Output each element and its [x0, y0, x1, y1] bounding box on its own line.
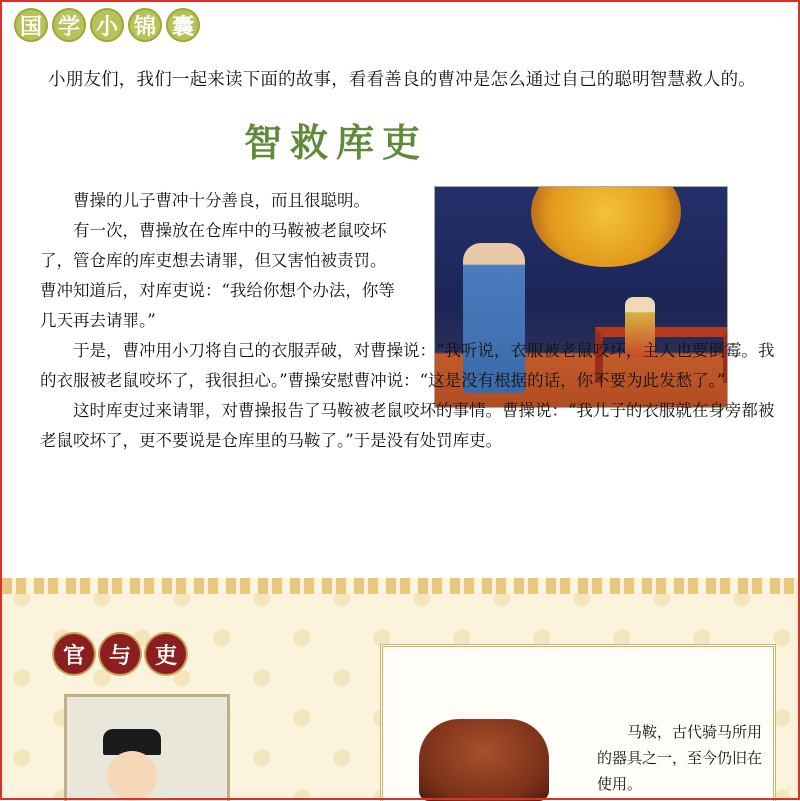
saddle-caption: 马鞍，古代骑马所用的器具之一，至今仍旧在使用。: [597, 723, 763, 793]
section-seals: [54, 634, 186, 674]
scroll-illustration: [64, 694, 230, 801]
seal-char: 官: [54, 634, 94, 674]
badge-char: 锦: [128, 8, 162, 42]
saddle-info-box: [380, 644, 776, 801]
seal-char: 与: [100, 634, 140, 674]
intro-text: 小朋友们，我们一起来读下面的故事，看看善良的曹冲是怎么通过自己的聪明智慧救人的。: [48, 70, 756, 90]
column-badge: [14, 8, 200, 42]
saddle-illustration: [419, 719, 549, 801]
story-paragraph: 这时库吏过来请罪，对曹操报告了马鞍被老鼠咬坏的事情。曹操说：“我儿子的衣服就在身旁都被老鼠咬坏了，更不要说是仓库里的马鞍了。”于是没有处罚库吏。: [40, 401, 775, 450]
story-body: [40, 186, 780, 456]
badge-char: 小: [90, 8, 124, 42]
story-paragraph: 于是，曹冲用小刀将自己的衣服弄破，对曹操说：“我听说，衣服被老鼠咬坏，主人也要倒霉。我的衣服被老鼠咬坏了，我很担心。”曹操安慰曹冲说：“这是没有根据的话，你不要为此发愁了。”: [40, 341, 775, 390]
official-illustration: [97, 729, 167, 801]
story-paragraph: 有一次，曹操放在仓库中的马鞍被老鼠咬坏了，管仓库的库吏想去请罪，但又害怕被责罚。曹冲知道后，对库吏说：“我给你想个办法，你等几天再去请罪。”: [40, 221, 395, 330]
story-paragraph: 曹操的儿子曹冲十分善良，而且很聪明。: [73, 191, 370, 210]
decorative-border: [2, 578, 798, 594]
knowledge-panel: [2, 578, 798, 798]
official-face: [107, 751, 157, 801]
badge-char: 囊: [166, 8, 200, 42]
story-title: 智救库吏: [244, 120, 429, 165]
seal-char: 吏: [146, 634, 186, 674]
badge-char: 学: [52, 8, 86, 42]
badge-char: 国: [14, 8, 48, 42]
